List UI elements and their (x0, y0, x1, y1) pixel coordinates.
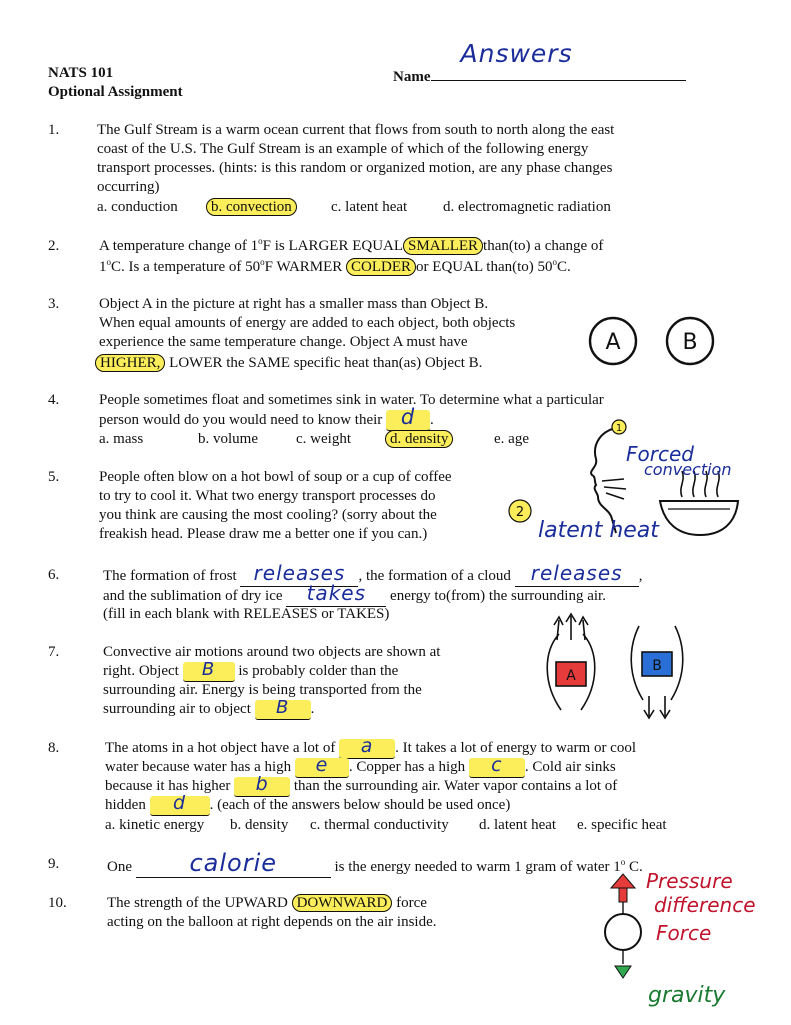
cold-object-label: B (652, 658, 662, 674)
q2-line1 (99, 237, 603, 256)
q6-text-e: energy to(from) the surrounding air. (390, 588, 606, 604)
q9-blank (136, 849, 331, 878)
q6-text-b: , the formation of a cloud (358, 568, 511, 584)
q7-answer-1: B (201, 659, 216, 680)
q7-line4 (103, 697, 315, 720)
object-b-label: B (682, 330, 698, 355)
q10-line2: acting on the balloon at right depends on the air inside. (107, 914, 437, 930)
q10-answer-downward: DOWNWARD (292, 894, 393, 912)
q5-line2: to try to cool it. What two energy transport processes do (99, 488, 436, 504)
q8-blank-3 (469, 754, 525, 778)
q6-blank-2 (515, 561, 639, 587)
q4-option-b: b. volume (198, 431, 258, 447)
q8-answer-3: c (491, 754, 503, 776)
q8-blank-2 (295, 754, 349, 778)
q1-line4: occurring) (97, 179, 160, 195)
q4-answer-circle: d. density (385, 430, 453, 448)
q9-answer: calorie (189, 849, 278, 877)
q2-text-c: than(to) a change of (483, 238, 604, 254)
q3-objects-figure (585, 313, 720, 373)
q8-option-a: a. kinetic energy (105, 817, 205, 833)
q4-option-c: c. weight (296, 431, 351, 447)
q6-answer-1: releases (253, 561, 346, 585)
q2-text-f: F WARMER (264, 259, 343, 275)
q4-option-e: e. age (494, 431, 529, 447)
q2-text-e: C. Is a temperature of 50 (111, 259, 261, 275)
q2-text-b: F is LARGER EQUAL (262, 238, 404, 254)
q3-number: 3. (48, 296, 60, 312)
q8-option-e: e. specific heat (577, 817, 667, 833)
name-answer: Answers (460, 39, 573, 68)
q9-line1 (107, 849, 643, 878)
down-force-arrow-icon (615, 966, 631, 978)
up-force-arrow-icon (611, 874, 635, 888)
q6-blank-3 (286, 581, 386, 607)
q3-line4-text: LOWER the SAME specific heat than(as) Object B. (169, 355, 483, 371)
q7-text-d: . (310, 701, 315, 717)
q1-option-a: a. conduction (97, 199, 178, 215)
q8-answer-5: d (173, 792, 187, 814)
q10-text-b: force (396, 895, 427, 911)
q7-text-c: surrounding air to object (103, 701, 251, 717)
q6-text-a: The formation of frost (103, 568, 237, 584)
balloon-icon (605, 914, 641, 950)
q8-option-b: b. density (230, 817, 289, 833)
q4-option-d (385, 430, 453, 449)
q2-degree: o (258, 236, 263, 246)
q2-text-g: or EQUAL than(to) 50 (416, 259, 553, 275)
q10-text-a: The strength of the UPWARD (107, 895, 288, 911)
q8-blank-1 (339, 735, 395, 759)
answer-1-label-cont: convection (644, 460, 732, 479)
q6-text-d: and the sublimation of dry ice (103, 588, 283, 604)
q8-text-b: . It takes a lot of energy to warm or cool (395, 740, 637, 756)
q6-answer-3: takes (306, 581, 366, 605)
blow-line-icon (606, 493, 624, 499)
q8-option-c: c. thermal conductivity (310, 817, 449, 833)
force-label-force: Force (656, 921, 712, 945)
q4-line2-text: person would do you would need to know their (99, 412, 383, 428)
q10-balloon-figure (598, 866, 788, 1016)
q1-line3: transport processes. (hints: is this random or organized motion, are any phase changes (97, 160, 613, 176)
force-label-pressure: Pressure (646, 869, 733, 893)
assignment-subtitle: Optional Assignment (48, 84, 183, 100)
q8-number: 8. (48, 740, 60, 756)
q8-text-a: The atoms in a hot object have a lot of (105, 740, 336, 756)
name-field (393, 39, 686, 87)
q8-text-h: hidden (105, 797, 146, 813)
q8-blank-4 (234, 773, 290, 797)
q2-degree: o (260, 257, 265, 267)
blow-line-icon (604, 487, 626, 489)
course-title: NATS 101 (48, 65, 114, 81)
name-label: Name (393, 69, 431, 85)
q6-line1 (103, 561, 643, 587)
q9-text-a: One (107, 859, 132, 875)
q4-number: 4. (48, 392, 60, 408)
q8-option-d: d. latent heat (479, 817, 557, 833)
q8-answer-4: b (255, 773, 269, 795)
name-blank (431, 39, 686, 81)
q5-line4: freakish head. Please draw me a better one if you can.) (99, 526, 428, 542)
q3-line2: When equal amounts of energy are added to each object, both objects (99, 315, 516, 331)
q8-answer-1: a (360, 735, 374, 757)
q4-answer: d (400, 405, 416, 429)
q7-text-a: right. Object (103, 663, 179, 679)
q2-answer-colder: COLDER (346, 258, 416, 276)
up-arrow-icon (583, 620, 585, 640)
q2-line2 (99, 258, 571, 277)
q4-blank (386, 405, 430, 431)
q6-answer-2: releases (530, 561, 623, 585)
q5-number: 5. (48, 469, 60, 485)
q7-blank-2 (255, 697, 311, 720)
q7-answer-2: B (275, 697, 290, 718)
q8-text-d: . Copper has a high (348, 759, 466, 775)
q2-degree: o (552, 257, 558, 267)
q1-answer-circle: b. convection (206, 198, 297, 216)
q7-number: 7. (48, 644, 60, 660)
q1-option-d: d. electromagnetic radiation (443, 199, 611, 215)
q5-head-soup-figure (500, 415, 770, 550)
force-label-gravity: gravity (648, 983, 726, 1008)
q8-text-i: . (each of the answers below should be used once) (209, 797, 511, 813)
q1-number: 1. (48, 122, 60, 138)
q10-number: 10. (48, 895, 67, 911)
q5-line3: you think are causing the most cooling? (sorry about the (99, 507, 437, 523)
q8-text-g: than the surrounding air. Water vapor contains a lot of (293, 778, 618, 794)
q8-line4 (105, 792, 511, 816)
q4-line2: person would do you would need to know their d . (99, 405, 434, 429)
q1-option-c: c. latent heat (331, 199, 408, 215)
q2-degree: o (106, 257, 111, 267)
q9-number: 9. (48, 856, 60, 872)
q2-text-a: A temperature change of 1 (99, 238, 259, 254)
q6-line3: (fill in each blank with RELEASES or TAKES) (103, 606, 390, 622)
q7-text-b: is probably colder than the (238, 663, 399, 679)
q9-degree: o (620, 857, 626, 867)
q2-answer-smaller: SMALLER (403, 237, 483, 255)
q9-text-b: is the energy needed to warm 1 gram of water 1 (334, 859, 621, 875)
answer-1-number: 1 (615, 423, 623, 434)
q8-line2 (105, 754, 616, 778)
q8-line1 (105, 735, 637, 759)
object-a-label: A (605, 330, 621, 355)
q8-answer-2: e (315, 754, 329, 776)
q3-answer-higher: HIGHER, (95, 354, 165, 372)
q8-text-c: water because water has a high (105, 759, 292, 775)
up-arrow-icon (557, 620, 559, 640)
q7-line2 (103, 659, 399, 682)
q3-line3: experience the same temperature change. Object A must have (99, 334, 468, 350)
q7-line3: surrounding air. Energy is being transported from the (103, 682, 422, 698)
q10-line1 (107, 894, 427, 913)
q6-number: 6. (48, 567, 60, 583)
soup-bowl-icon (660, 501, 738, 535)
answer-2-label: latent heat (538, 518, 659, 543)
q6-line2 (103, 581, 606, 607)
q7-convection-figure (535, 612, 690, 724)
q9-text-c: C. (625, 859, 643, 875)
q1-line2: coast of the U.S. The Gulf Stream is an example of which of the following energy (97, 141, 589, 157)
q8-text-e: . Cold air sinks (524, 759, 616, 775)
q6-text-c: , (638, 568, 643, 584)
q7-line1: Convective air motions around two objects are shown at (103, 644, 441, 660)
q2-number: 2. (48, 238, 60, 254)
q2-text-d: 1 (99, 259, 107, 275)
force-label-difference: difference (654, 893, 756, 917)
q7-blank-1 (183, 659, 235, 682)
q4-line1: People sometimes float and sometimes sink in water. To determine what a particular (99, 392, 604, 408)
q3-line1: Object A in the picture at right has a smaller mass than Object B. (99, 296, 489, 312)
q3-line4 (95, 354, 482, 373)
q8-text-f: because it has higher (105, 778, 231, 794)
warm-object-label: A (566, 668, 576, 684)
answer-1-label: Forced (626, 442, 694, 466)
q2-text-h: C. (557, 259, 571, 275)
q1-option-b (206, 198, 297, 217)
blow-line-icon (602, 479, 624, 481)
q4-option-a: a. mass (99, 431, 144, 447)
q1-line1: The Gulf Stream is a warm ocean current that flows from south to north along the east (97, 122, 615, 138)
q5-line1: People often blow on a hot bowl of soup or a cup of coffee (99, 469, 452, 485)
answer-2-number: 2 (515, 505, 525, 520)
q8-blank-5 (150, 792, 210, 816)
